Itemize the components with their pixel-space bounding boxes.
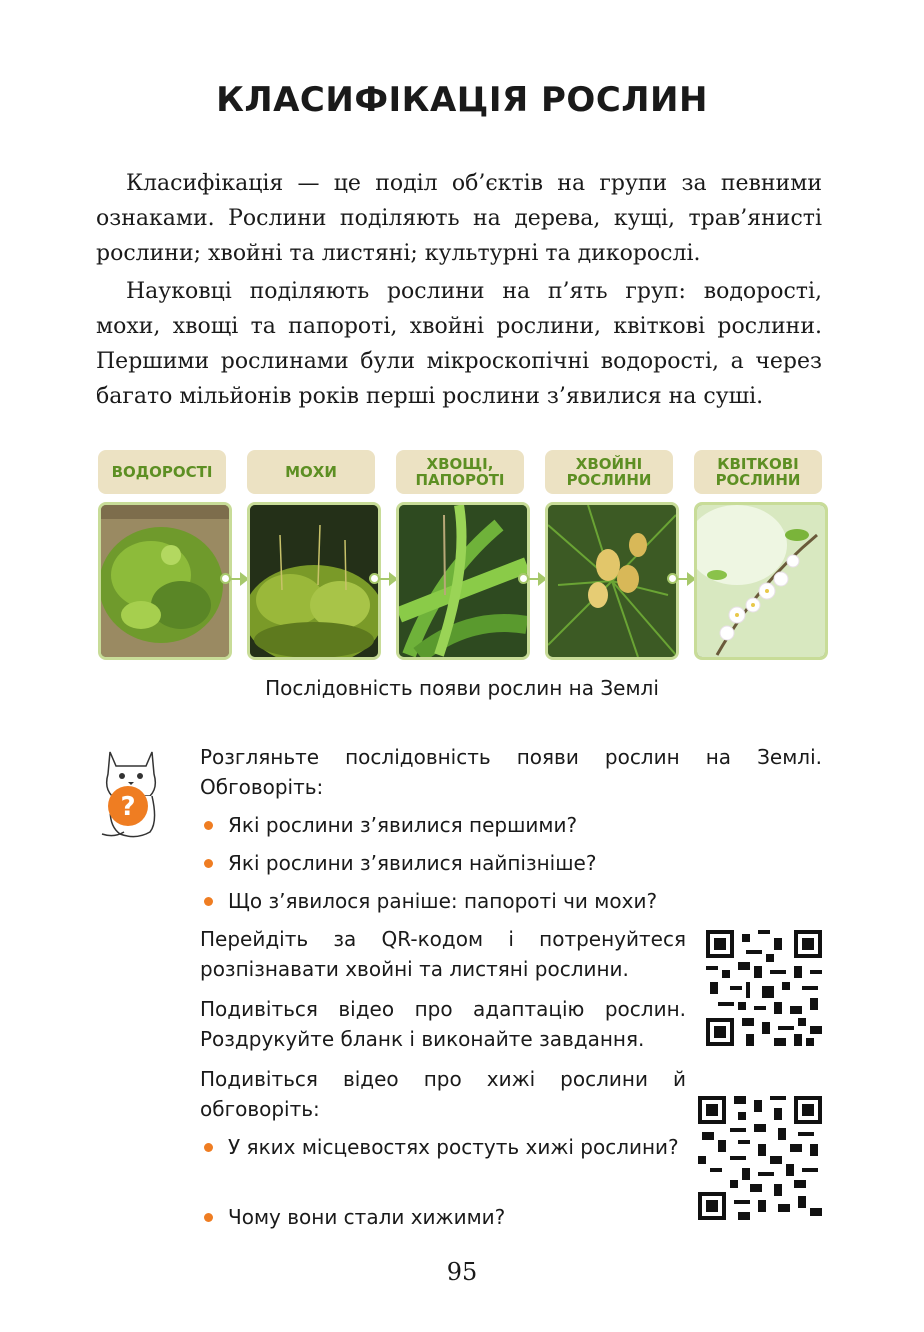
fern-image — [396, 502, 530, 660]
algae-image — [98, 502, 232, 660]
question-bullet: Які рослини з’явилися найпізніше? — [200, 848, 596, 878]
blossom-image — [694, 502, 828, 660]
qr-task-text: Перейдіть за QR-кодом і потренуйтеся розпізнавати хвойні та листяні рослини. — [200, 927, 686, 981]
plant-sequence — [98, 502, 822, 660]
group-labels — [98, 450, 822, 494]
question-bullet: У яких місцевостях ростуть хижі рослини? — [200, 1132, 686, 1162]
paragraph-groups: Науковці поділяють рослини на п’ять груп: водорості, мохи, хвощі та папороті, хвойні рослини, квіткові рослини. Першими рослинами були мікроскопічні водорості, а через багато мільйонів років перші рослини з’явилися на суші. — [96, 279, 822, 409]
moss-image — [247, 502, 381, 660]
qr-task-text: Подивіться відео про адаптацію рослин. Роздрукуйте бланк і виконайте завдання. — [200, 997, 686, 1051]
qr-task-text: Подивіться відео про хижі рослини й обговоріть: — [200, 1067, 686, 1121]
qr-code-icon[interactable] — [698, 1096, 822, 1220]
question-bullet: Чому вони стали хижими? — [200, 1202, 505, 1232]
label-ferns: ХВОЩІ, ПАПОРОТІ — [396, 450, 524, 494]
qr-code-icon[interactable] — [706, 930, 822, 1046]
question-intro: Розгляньте послідовність появи рослин на Землі. Обговоріть: — [200, 745, 822, 799]
page-title: КЛАСИФІКАЦІЯ РОСЛИН — [216, 80, 708, 120]
label-algae: ВОДОРОСТІ — [98, 450, 226, 494]
page-number: 95 — [446, 1258, 478, 1286]
label-moss: МОХИ — [247, 450, 375, 494]
label-conifers: ХВОЙНІ РОСЛИНИ — [545, 450, 673, 494]
svg-text:?: ? — [120, 792, 136, 822]
cat-question-icon — [96, 744, 166, 840]
question-bullet: Які рослини з’явилися першими? — [200, 810, 577, 840]
figure-caption: Послідовність появи рослин на Землі — [265, 676, 659, 700]
label-flowering: КВІТКОВІ РОСЛИНИ — [694, 450, 822, 494]
question-bullet: Що з’явилося раніше: папороті чи мохи? — [200, 886, 657, 916]
pine-image — [545, 502, 679, 660]
paragraph-classification: Класифікація — це поділ об’єктів на групи за певними ознаками. Рослини поділяють на дерева, кущі, трав’янисті рослини; хвойні та листяні; культурні та дикорослі. — [96, 171, 822, 266]
